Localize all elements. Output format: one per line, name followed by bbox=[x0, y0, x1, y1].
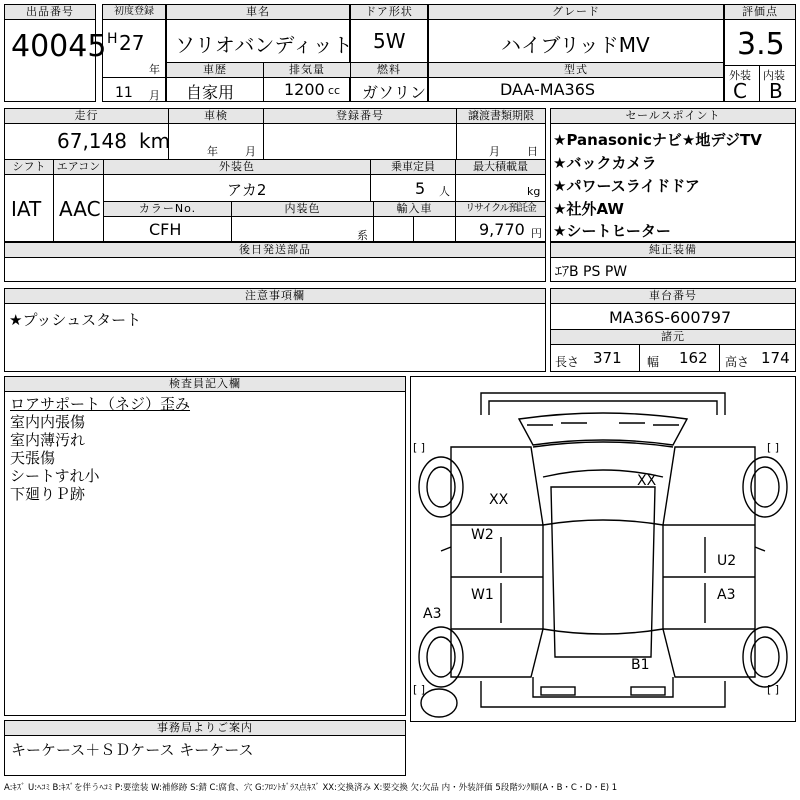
notes: ★プッシュスタート bbox=[9, 311, 142, 329]
damage-mark-u2: U2 bbox=[717, 553, 737, 569]
lot-header: 出品番号 bbox=[5, 5, 95, 20]
notes-header: 注意事項欄 bbox=[5, 289, 545, 304]
displacement: 1200 bbox=[284, 80, 325, 99]
sales-point-item: ★バックカメラ bbox=[553, 154, 657, 172]
capacity: 5 bbox=[415, 179, 426, 198]
shift: IAT bbox=[11, 197, 42, 221]
exterior-color: アカ2 bbox=[227, 181, 267, 199]
color-no: CFH bbox=[149, 220, 182, 239]
int-color-header: 内装色 bbox=[232, 202, 373, 217]
model-header: 型式 bbox=[429, 63, 723, 78]
sales-points-header: セールスポイント bbox=[551, 109, 795, 124]
chassis-header: 車台番号 bbox=[551, 289, 795, 304]
door-type: 5W bbox=[373, 29, 406, 53]
name-header: 車名 bbox=[167, 5, 349, 20]
sales-point-item: ★社外AW bbox=[553, 200, 624, 218]
grade-header: グレード bbox=[429, 5, 723, 20]
disp-unit: cc bbox=[328, 84, 341, 97]
ac: AAC bbox=[59, 197, 101, 221]
inspector-line: シートすれ小 bbox=[10, 467, 100, 485]
chassis-number: MA36S-600797 bbox=[609, 308, 732, 327]
era: H bbox=[107, 31, 118, 47]
inspector-line: ロアサポート（ネジ）歪み bbox=[10, 395, 191, 413]
recycle-unit: 円 bbox=[531, 227, 542, 240]
height-label: 高さ bbox=[725, 355, 750, 369]
int-grade: B bbox=[769, 79, 783, 103]
office-note: キーケース＋ＳＤケース キーケース bbox=[11, 741, 254, 759]
shift-header: シフト bbox=[5, 160, 53, 175]
mileage-header: 走行 bbox=[5, 109, 168, 124]
legend: A:ｷｽﾞ U:ﾍｺﾐ B:ｷｽﾞを伴うﾍｺﾐ P:要塗装 W:補修跡 S:錆 C:腐食、穴 G:ﾌﾛﾝﾄｶﾞﾗｽ点ｷｽﾞ XX:交換済み X:要交換 欠:欠品 内・外装評価 5段階ﾗﾝｸ順(A・B・C・D・E) 1 bbox=[4, 783, 618, 793]
inspector-box bbox=[4, 376, 406, 716]
insp-year-unit: 年 bbox=[207, 145, 218, 158]
damage-mark-w1: W1 bbox=[471, 587, 494, 603]
history-header: 車歴 bbox=[167, 63, 263, 78]
int-color-unit: 系 bbox=[357, 229, 368, 242]
details-box bbox=[4, 108, 546, 242]
damage-mark-b1: B1 bbox=[631, 657, 650, 673]
inspector-line: 天張傷 bbox=[10, 449, 56, 467]
bracket-mark: [ ] bbox=[413, 683, 426, 696]
chassis-box bbox=[550, 288, 796, 372]
damage-mark-w2: W2 bbox=[471, 527, 494, 543]
equipment: ｴｱB PS PW bbox=[555, 264, 628, 280]
int-header: 内装 bbox=[763, 69, 785, 82]
length: 371 bbox=[593, 349, 622, 367]
sales-point-item: ★Panasonicナビ★地デジTV bbox=[553, 131, 762, 149]
later-parts-header: 後日発送部品 bbox=[5, 243, 545, 258]
year-unit: 年 bbox=[149, 63, 160, 76]
doc-deadline-header: 譲渡書類期限 bbox=[457, 109, 545, 124]
grade: ハイブリッドMV bbox=[501, 33, 650, 57]
insp-month-unit: 月 bbox=[245, 145, 256, 158]
later-parts-box bbox=[4, 242, 546, 282]
capacity-unit: 人 bbox=[439, 185, 450, 198]
mileage-unit: km bbox=[139, 129, 171, 153]
color-no-header: カラーNo. bbox=[104, 202, 231, 217]
score-header: 評価点 bbox=[725, 5, 795, 20]
bracket-mark: [ ] bbox=[413, 441, 426, 454]
notes-box bbox=[4, 288, 546, 372]
mileage: 67,148 bbox=[57, 129, 127, 153]
year-box bbox=[102, 4, 166, 102]
model: DAA-MA36S bbox=[500, 80, 596, 99]
doc-month-unit: 月 bbox=[489, 145, 500, 158]
inspector-header: 検査員記入欄 bbox=[5, 377, 405, 392]
car-diagram bbox=[410, 376, 796, 722]
sales-point-item: ★シートヒーター bbox=[553, 222, 671, 240]
width-label: 幅 bbox=[647, 355, 660, 369]
ac-header: エアコン bbox=[54, 160, 103, 175]
bracket-mark: [ ] bbox=[767, 683, 780, 696]
equipment-header: 純正装備 bbox=[551, 243, 795, 258]
bracket-mark: [ ] bbox=[767, 441, 780, 454]
office-header: 事務局よりご案内 bbox=[5, 721, 405, 736]
reg-number-header: 登録番号 bbox=[264, 109, 456, 124]
sales-points-box bbox=[550, 108, 796, 242]
lot-number: 40045 bbox=[11, 29, 107, 64]
load-unit: kg bbox=[527, 185, 541, 198]
reg-year: 27 bbox=[119, 31, 145, 55]
ext-grade: C bbox=[733, 79, 747, 103]
inspector-line: 下廻りＰ跡 bbox=[10, 485, 86, 503]
ext-header: 外装 bbox=[729, 69, 751, 82]
damage-mark-a3-right: A3 bbox=[717, 587, 736, 603]
sales-point-item: ★パワースライドドア bbox=[553, 177, 700, 195]
doc-day-unit: 日 bbox=[527, 145, 538, 158]
lot-box bbox=[4, 4, 107, 102]
inspector-line: 室内内張傷 bbox=[10, 413, 86, 431]
score-box bbox=[724, 4, 796, 102]
damage-mark-xx-right: XX bbox=[637, 473, 657, 489]
damage-mark-xx-left: XX bbox=[489, 492, 509, 508]
month-unit: 月 bbox=[149, 89, 160, 102]
load-header: 最大積載量 bbox=[456, 160, 545, 175]
color-header: 外装色 bbox=[104, 160, 370, 175]
recycle-header: リサイクル預託金 bbox=[456, 202, 545, 217]
year-header: 初度登録 bbox=[103, 5, 165, 20]
reg-month: 11 bbox=[115, 85, 133, 101]
damage-mark-a3-left: A3 bbox=[423, 606, 442, 622]
recycle-fee: 9,770 bbox=[479, 220, 525, 239]
equipment-box bbox=[550, 242, 796, 282]
capacity-header: 乗車定員 bbox=[371, 160, 455, 175]
door-header: ドア形状 bbox=[351, 5, 427, 20]
dims-header: 諸元 bbox=[551, 330, 795, 345]
fuel-header: 燃料 bbox=[351, 63, 427, 78]
length-label: 長さ bbox=[555, 355, 580, 369]
width: 162 bbox=[679, 349, 708, 367]
history: 自家用 bbox=[186, 83, 235, 102]
inspection-header: 車検 bbox=[169, 109, 263, 124]
car-outline-diagram bbox=[411, 377, 795, 721]
score: 3.5 bbox=[737, 27, 785, 62]
import-header: 輸入車 bbox=[374, 202, 455, 217]
car-name: ソリオバンディット bbox=[175, 33, 353, 57]
height: 174 bbox=[761, 349, 790, 367]
inspector-line: 室内薄汚れ bbox=[10, 431, 86, 449]
fuel: ガソリン bbox=[362, 83, 427, 102]
office-box bbox=[4, 720, 406, 776]
disp-header: 排気量 bbox=[264, 63, 350, 78]
